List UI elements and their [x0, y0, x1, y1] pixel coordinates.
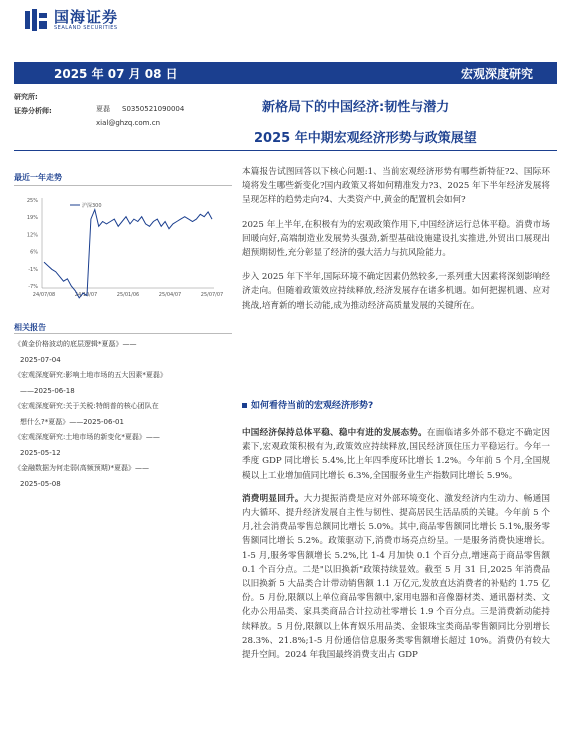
report-date: 2025-07-04 — [20, 355, 61, 364]
report-type: 宏观深度研究 — [460, 67, 533, 81]
intro-paragraph: 本篇报告试图回答以下核心问题:1、当前宏观经济形势有哪些新特征?2、国际环境将发生哪些新变化?国内政策又将如何精准发力?3、2025 年下半年经济发展将呈现怎样的趋势走向?4、大类资产中,黄金的配置机会如何? — [242, 167, 550, 206]
report-date: ——2025-06-18 — [20, 386, 75, 395]
analyst-cert: S0350521090004 — [122, 105, 185, 113]
consumption-paragraph — [242, 492, 550, 662]
research-label: 研究所: — [14, 93, 38, 101]
y-tick-label: 25% — [26, 198, 38, 204]
report-link[interactable]: 《黄金价格波动的底层逻辑*夏磊》—— — [14, 340, 137, 348]
related-reports — [14, 337, 232, 492]
report-date: 2025-05-08 — [20, 479, 61, 488]
divider — [14, 150, 557, 151]
trend-divider — [14, 185, 232, 186]
brand-name-cn: 国海证券 — [54, 8, 119, 26]
y-tick-label: 6% — [30, 249, 38, 256]
consumption-text: 大力提振消费是应对外部环境变化、激发经济内生动力、畅通国内大循环、提升经济发展自主性与韧性、提高居民生活品质的关键。今年前 5 个月,社会消费品零售总额同比增长 5.0%。其中,商品零售额同比增长 5.1%,服务零售额同比增长 5.2%。政策驱动下,消费市场亮点纷呈。一是服务消费快速增长。1-5 月,服务零售额增长 5.2%,比 1-4 月加快 0.1 个百分点,增速高于商品零售额 0.1 个百分点。二是"以旧换新"政策持续显效。截至 5 月 31 日,2025 年消费品以旧换新 5 大品类合计带动销售额 1.1 万亿元,发放直达消费者的补贴约 1.75 亿份。5 月份,限额以上单位商品零售额中,家用电器和音像器材类、通讯器材类、文化办公用品类、家具类商品合计拉动社零增长 1.9 个百分点。三是消费新动能持续释放。5 月份,限额以上体育娱乐用品类、金银珠宝类商品零售额同比分别增长 28.3%、21.8%;1-5 月份通信信息服务类零售额增长超过 10%。消费仍有较大提升空间。2024 年我国最终消费支出占 GDP — [242, 493, 550, 661]
analyst-email[interactable]: xial@ghzq.com.cn — [96, 119, 161, 127]
overview-paragraph: 2025 年上半年,在积极有为的宏观政策作用下,中国经济运行总体平稳。消费市场回暖向好,高端制造业发展势头强劲,新型基础设施建设扎实推进,外贸出口展现出超预期韧性,充分彰显了经济的强大活力与抗风险能力。 — [242, 219, 550, 259]
analyst-meta — [14, 90, 185, 127]
consumption-lead: 消费明显回升。 — [242, 493, 304, 504]
economy-paragraph — [242, 426, 550, 483]
trend-heading: 最近一年走势 — [14, 173, 62, 182]
report-link[interactable]: 《宏观深度研究:关于关税:特朗普的核心团队在 — [14, 402, 159, 410]
report-link[interactable]: 《金融数据为何走弱(高频预期)*夏磊》—— — [14, 464, 149, 472]
main-body-2 — [242, 426, 550, 662]
report-link[interactable]: 《宏观深度研究:土地市场的新变化*夏磊》—— — [14, 433, 160, 441]
section-title: 如何看待当前的宏观经济形势? — [251, 401, 374, 411]
analyst-label: 证券分析师: — [14, 107, 52, 115]
section-bullet — [242, 403, 247, 408]
legend-label: 沪深300 — [82, 203, 102, 209]
economy-lead: 中国经济保持总体平稳、稳中有进的发展态势。 — [242, 428, 427, 438]
x-tick-label: 25/04/07 — [158, 292, 182, 298]
brand-name-en: SEALAND SECURITIES — [54, 25, 118, 31]
report-date: 2025-05-12 — [20, 448, 61, 457]
x-tick-label: 24/10/07 — [74, 292, 98, 298]
reports-heading: 相关报告 — [14, 323, 46, 332]
section-heading — [242, 398, 373, 411]
y-tick-label: -1% — [28, 266, 38, 273]
outlook-paragraph: 步入 2025 年下半年,国际环境不确定因素仍然较多,一系列重大因素将深刻影响经济走向。但随着政策效应持续释放,经济发展存在诸多机遇。如何把握机遇、应对挑战,培育新的增长动能,成为推动经济高质量发展的关键所在。 — [242, 272, 550, 311]
x-tick-label: 24/07/08 — [32, 292, 56, 298]
reports-divider — [14, 333, 232, 334]
brand-logo — [24, 8, 118, 32]
sealand-logo-icon — [24, 8, 48, 32]
y-tick-label: 12% — [26, 232, 38, 239]
report-title: 新格局下的中国经济:韧性与潜力 — [262, 100, 450, 115]
y-tick-label: -7% — [28, 284, 38, 290]
report-link[interactable]: 想什么?*夏磊》——2025-06-01 — [20, 417, 124, 426]
y-tick-label: 19% — [26, 215, 38, 222]
header-bar — [14, 62, 557, 84]
x-tick-label: 25/07/07 — [200, 292, 224, 298]
series-line-hs300 — [44, 210, 212, 298]
report-link[interactable]: 《宏观深度研究:影响土地市场的五大因素*夏磊》 — [14, 371, 167, 379]
trend-chart — [14, 192, 232, 302]
report-date: 2025 年 07 月 08 日 — [54, 67, 178, 81]
x-tick-label: 25/01/06 — [116, 292, 140, 298]
economy-text: 在面临诸多外部不稳定不确定因素下,宏观政策积极有为,政策效应持续释放,国民经济顶住压力平稳运行。今年一季度 GDP 同比增长 5.4%,比上年四季度环比增长 1.2%。今年前 5 个月,全国规模以上工业增加值同比增长 6.3%,全国服务业生产指数同比增长 5.9%。 — [242, 428, 550, 481]
main-body — [242, 165, 550, 313]
report-subtitle: 2025 年中期宏观经济形势与政策展望 — [254, 131, 477, 146]
analyst-name: 夏磊 — [96, 105, 110, 113]
